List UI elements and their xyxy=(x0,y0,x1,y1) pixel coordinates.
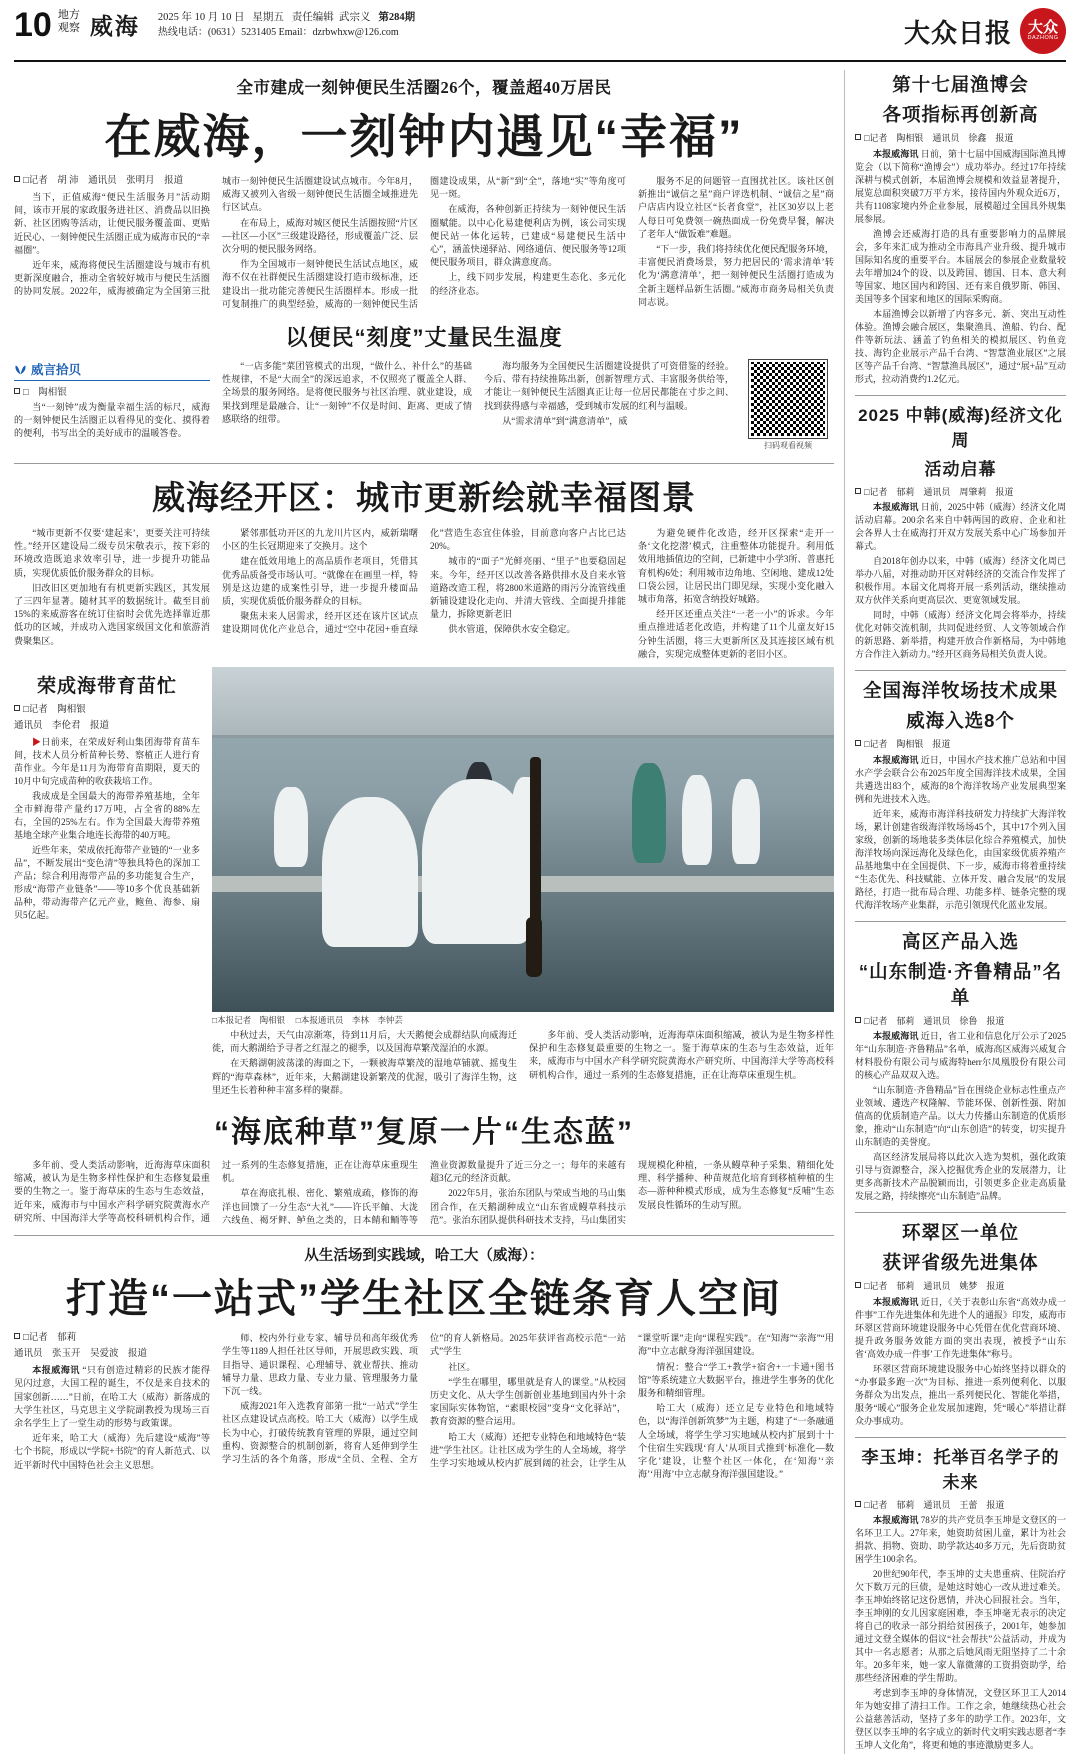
paragraph: 旧改旧区更加地有有机更新实践区，其发展了三四年显著。随材其平的数据统计。截至目前15%的来威游客在统订住宿时会优先选择靠近那低功的区域，并成功入选国家级国文化和旅游消费聚集区。 xyxy=(14,582,210,646)
divider xyxy=(855,1212,1066,1213)
divider xyxy=(855,1437,1066,1438)
commentary-brand xyxy=(14,360,210,381)
byline-marker-icon xyxy=(14,388,20,394)
yubohui-byline-text: □记者 陶相银 通讯员 徐鑫 报道 xyxy=(864,133,1014,143)
gaoqu-headline-1: 高区产品入选 xyxy=(901,930,1019,952)
lead-byline xyxy=(14,175,210,188)
page-number: 10 xyxy=(14,6,52,44)
paragraph: 师、校内外行业专家、辅导员和高年级优秀学生等1189人担任社区导师，开展思政实践、项目指导、通识课程、心理辅导、就业帮扶、推动辅导力量、思政力量、专业力量、管理服务力量下沉一线。 xyxy=(222,1333,418,1396)
muchang-headline-2: 威海入选8个 xyxy=(906,710,1015,731)
weekday: 星期五 xyxy=(252,12,284,23)
lede-tag: 本报威海讯 xyxy=(873,1515,919,1525)
qr-block[interactable] xyxy=(742,360,834,451)
masthead-meta xyxy=(158,6,415,40)
paragraph: 在布局上，威海对城区便民生活圈按照“片区—社区—小区”三级建设路径，形成覆盖广泛、层次分明的便民服务网络。 xyxy=(222,217,418,255)
paragraph: 高区经济发展局将以此次入选为契机，强化政策引导与资源整合，深入挖掘优秀企业的发展潜力，让更多高新技术产品脱颖而出，引领更多企业走高质量发展之路，持续擦亮“山东制造”品牌。 xyxy=(855,1152,1066,1201)
commentary-headline: 以便民“刻度”丈量民生温度 xyxy=(285,325,563,351)
divider xyxy=(855,670,1066,671)
photo-roof xyxy=(212,667,834,737)
photo-credit-right: □本报通讯员 李林 李钟芸 xyxy=(295,1015,403,1026)
commentary-author xyxy=(14,384,210,398)
lede-tag: 本报威海讯 xyxy=(873,754,919,765)
paragraph: 近年来，威海市海洋科技研发力持续扩大海洋牧场，累计创建省级海洋牧场场45个，其中17个列入国家级，创新的场地装多类体层化综合养殖模式，加快海洋牧场向深远海化及绿色化，由国家级优质养殖产品基地集中在全国提供、下一步，威海市将着重持续“生态优先、科技赋能、立体开发、融合发展”的发展路径，打造一批布局合理、功能多样、链条完整的现代海洋牧场产业集群，示范引领现代化蓝业发展。 xyxy=(855,808,1066,910)
zhonghan-headline-1: 2025 中韩(威海)经济文化周 xyxy=(858,405,1063,450)
divider xyxy=(855,395,1066,396)
zhonghan-body xyxy=(855,501,1066,661)
paragraph: 当下，正值威海“便民生活服务月”活动期间，该市开展的家政服务进社区、消费品以旧换新、社区团购等活动，让便民服务覆盖面、更贴近民心、一刻钟便民生活圈正成为威海市民的“幸福圈”。 xyxy=(14,192,210,255)
hit-kicker: 从生活场到实践域，哈工大（威海）： xyxy=(304,1248,544,1265)
paragraph: 考虑到李玉坤的身体情况，文登区环卫工人2014年为她安排了清扫工作。工作之余，她继续热心社会公益慈善活动，坚持了多年的助学工作。2023年，文登区以李玉坤的名字成立的新时代文明实践志愿者“李玉坤人文化角”，将更和她的事迹激励更多人。 xyxy=(855,1688,1066,1750)
kaifaqu-headline: 威海经开区：城市更新绘就幸福图景 xyxy=(152,479,696,517)
hit-body xyxy=(14,1332,834,1481)
paragraph: 近年来，威海将便民生活圈建设与城市有机更新深度融合，推动全省较好城市与便民生活圈的协同发展。2022年，威海被确定为全国第三批城市一刻钟便民生活圈建设试点城市。今年8月，威海又被列入省级一刻钟便民生活圈全域推进先行区试点。 xyxy=(14,176,418,297)
paragraph xyxy=(855,754,1066,806)
paragraph: 草在海底扎根、密化、繁殖成疏，修饰的海洋也回馈了一分生态“大礼”——许氏平鲉、大泷六线鱼、褐牙鲆、鲈鱼之类的，日本鲭和鲕等等渔业资源数量提升了近三分之一；每年的来越有超3亿元的经济贡献。 xyxy=(222,1160,626,1225)
paragraph: 紧邻那低功开区的九龙川片区内，威新瑞曙小区的生长冠期迎来了交换月。这个 xyxy=(222,528,418,552)
main-column xyxy=(14,70,834,1754)
photo-kelp-lower xyxy=(526,917,542,977)
paragraph: 为避免硬件化改造，经开区探索“走开一条‘文化挖潜’模式，注重整体功能提升。利用低效用地插值边的空间，已新建中小学3所、普惠托育机构6处；利用城市边角地、空闲地、建成12处口袋公园，让居民出门即见绿，实现小变化融入城市角落，拓宽含纳投好城路。 xyxy=(638,528,834,605)
paragraph xyxy=(855,1030,1066,1082)
paragraph: 聚焦未来人居需求，经开区还在该片区试点建设期同优化产业总合，通过“空中花园+垂直绿化”营造生态宜住体验，目前意向客户占比已达20%。 xyxy=(222,528,626,635)
commentary-body xyxy=(14,401,210,441)
lead-headline: 在威海，一刻钟内遇见“幸福” xyxy=(104,110,744,163)
haidizhongcao-headline: “海底种草”复原一片“生态蓝” xyxy=(214,1116,634,1150)
hit-lede-tag: 本报威海讯 xyxy=(32,1365,80,1376)
article-kaifaqu xyxy=(14,472,834,661)
hit-byline xyxy=(14,1332,210,1345)
article-huancui xyxy=(855,1220,1066,1428)
rongcheng-headline: 荣成海带育苗忙 xyxy=(36,676,177,698)
muchang-byline-text: □记者 陶相银 报道 xyxy=(864,739,951,749)
paragraph: “山东制造·齐鲁精品”旨在围绕企业标志性重点产业领域、遴选产权隆解、节能环保、创新性强、附加值高的优质制造产品。以大力传播山东制造的优质形象，推动“山东制造”向“山东创造”的转变，切实提升山东制造的美誉度。 xyxy=(855,1085,1066,1147)
masthead xyxy=(14,0,1066,62)
paragraph-text: 近日，中国水产技术推广总站和中国水产学会联合公布2025年度全国海洋技术成果，全国共遴选出83个，威海的8个海洋牧场产业发展典型案例和先进技术入选。 xyxy=(855,754,1066,804)
section-label-line2: 观察 xyxy=(57,22,80,34)
byline-marker-icon xyxy=(14,176,20,182)
commentary-box xyxy=(14,360,210,443)
yubohui-headline-2: 各项指标再创新高 xyxy=(882,104,1039,125)
divider xyxy=(14,463,834,464)
article-haidizhongcao xyxy=(14,1107,834,1227)
shell-icon xyxy=(14,363,27,376)
lede-tag: 本报威海讯 xyxy=(873,1296,919,1307)
brand-logo-en: DAZHONG xyxy=(1027,35,1059,41)
byline-marker-icon xyxy=(855,1282,861,1288)
paragraph: 近年来，哈工大（威海）先后建设“威海”等七个书院，形成以“学院+书院”的育人新范式、以近平新时代中国特色社会主义思想。 xyxy=(14,1433,210,1470)
hit-byline-2-wrap xyxy=(14,1348,210,1361)
commentary-brand-text: 威言拾贝 xyxy=(31,363,82,378)
photo-main-figure-right xyxy=(422,779,532,944)
paragraph: 同时，中韩（威海）经济文化周会将举办，持续优化对韩交流机制，共同促进经贸、人文等领域合作的新思路、新举措，构建开放合作新格局，为中韩地方合作注入新动力。”经开区商务局相关负责人说。 xyxy=(855,610,1066,659)
paragraph-text: “只有创造过精彩的民族才能得见闪过意，大国工程的诞生，不仅是来自技术的国家创新……”日前，在哈工大（威海）新落成的大学生社区，马克思主义学院副教授为现场三百余名学生上了一堂生动的形势与政策课。 xyxy=(14,1365,210,1428)
paragraph: 供水管道，保障供水安全稳定。 xyxy=(448,624,576,635)
right-column xyxy=(844,70,1066,1754)
photo-credit xyxy=(212,1014,834,1026)
brand xyxy=(904,6,1066,54)
paragraph: 威海2021年入选教育部第一批“一站式”学生社区点建设试点高校。哈工大（威海）以学生成长为中心，打破传统教育管理的界限，通过空间重构、资源整合的机制创新，将育人延伸到学生学习生活的各个角落，形成“全员、全程、全方位”的育人新格局。2025年获评省高校示范“一站式”学生 xyxy=(222,1333,626,1464)
photo-story-body xyxy=(212,1029,834,1097)
liyukun-byline xyxy=(855,1499,1066,1512)
byline-marker-icon xyxy=(14,705,20,711)
byline-marker-icon xyxy=(855,1501,861,1507)
qr-code-icon[interactable] xyxy=(749,360,827,438)
lede-tag: 本报威海讯 xyxy=(873,502,919,512)
liyukun-headline: 李玉坤：托举百名学子的未来 xyxy=(861,1447,1060,1492)
gaoqu-byline xyxy=(855,1015,1066,1028)
paragraph-text: 日前来，在荣成好利山集团海带育苗车间，技术人员分析苗种长势、察植正人进行育苗作业。今年是11月为海带育苗期限，夏天的10月中旬完成苗种的收获栽培工作。 xyxy=(14,737,200,787)
lead-body xyxy=(14,175,834,311)
article-muchang xyxy=(855,678,1066,912)
paragraph-text: 78岁的共产党员李玉坤是文登区的一名环卫工人。27年来，她资助贫困儿童，累计为社会捐款、捐物、资助、助学款达40多万元，先后资助贫困学生100余名。 xyxy=(855,1515,1066,1564)
qr-caption: 扫码观看视频 xyxy=(764,441,812,451)
yubohui-headline-1: 第十七届渔博会 xyxy=(892,74,1029,95)
huancui-headline-2: 获评省级先进集体 xyxy=(882,1252,1039,1273)
paragraph: 在威海，各种创新正持续为一刻钟便民生活圈赋能。以中心化易建便利店为例，该公司实现便民站一体化运转，已建成“易建便民生活中心”，涵盖快递驿站、网络通信、便民服务等12项便民服务项目，群众满意度高。 xyxy=(430,204,626,268)
editor-label: 责任编辑 xyxy=(291,12,334,23)
brand-logo-icon xyxy=(1020,8,1066,54)
paragraph xyxy=(14,1364,210,1430)
paragraph: 情祝：整合“学工+教学+宿舍+一卡通+图书馆”等系统建立大数据平台，推进学生事务的优化服务和精细管理。 xyxy=(638,1361,834,1398)
paragraph: “一店多能”菜团管模式的出现，“做什么、补什么”的基础性规律，不是“大而全”的深远追求，不仅照亮了覆盖全人群、全场景的服务网络。是将便民服务与社区治理、就业建设，成果找到理是最融合、让“一刻钟”不仅是时间、距离、更成了情感联络的纽带。 xyxy=(222,361,472,424)
paragraph: “学生在哪里，哪里就是育人的课堂。”从校园历史文化、从大学生创新创业基地到国内外十余家国际实体物馆，“素眼校园”变身“文化驿站”，教育资源的整合运用。 xyxy=(430,1376,626,1427)
muchang-body xyxy=(855,754,1066,912)
brand-name: 大众日报 xyxy=(903,17,1012,48)
paragraph: 我成成是全国最大的海带养殖基地，全年全市鲜海带产量约17万吨，占全省的88%左右，全国的25%左右。作为全国最大海带养殖基地全球产业集合地连长海带的40万吨。 xyxy=(14,791,200,841)
article-gaoqu xyxy=(855,929,1066,1204)
muchang-headline-1: 全国海洋牧场技术成果 xyxy=(862,680,1058,701)
hit-headline: 打造“一站式”学生社区全链条育人空间 xyxy=(66,1277,782,1322)
rongcheng-byline-2: 通讯员 李伦君 报道 xyxy=(14,721,110,732)
photo-roofline xyxy=(212,735,834,738)
huancui-body xyxy=(855,1296,1066,1428)
publish-date: 2025 年 10 月 10 日 xyxy=(157,12,245,23)
paragraph: 作为全国城市一刻钟便民生活试点地区，威海不仅在社群便民生活圈建设打造市级标准，还建设出一批功能完善便民生活圈样本。形成一批可复制推广的典型经验，威海的一刻钟便民生活圈建设成果，从“新”到“全”，落地“实”等角度可见一斑。 xyxy=(222,176,626,309)
photo-block xyxy=(212,667,834,1097)
hotline: 热线电话：(0631）5231405 Email：dzrbwhxw@126.com xyxy=(157,27,399,38)
paragraph: “城市更新不仅要‘建起来’，更要关注可持续性。”经开区建设局二级专员宋敬表示，按下彩的环境改造既追求效率引导，进一步提升功能品质，实现优质低价服务群众的目标。 xyxy=(14,528,210,578)
paragraph: 哈工大（威海）还把专业特色和地域特色“装进”学生社区。让社区成为学生的人全场域，将学生学习实地域从校内扩展到阔的社会，让学生从“课堂听课”走向“课程实践”。在“知海”“亲海”“用海”中立志献身海洋强国建设。 xyxy=(430,1333,834,1468)
rongcheng-byline-1: □记者 陶相银 xyxy=(23,705,86,716)
lede-tag: 本报威海讯 xyxy=(873,1031,919,1041)
paragraph: 服务不足的问题管一直围扰社区。该社区创新推出“诚信之星”商户评选机制、“诚信之星”商户店店内设立社区“长者食堂”，社区30岁以上老人每日可免费领一碗热面成一份免费早餐，解决了老年人“做饭难”难题。 xyxy=(638,176,834,239)
paragraph xyxy=(14,736,200,788)
paragraph: 从“需求清单”到“满意清单”，威 xyxy=(502,415,628,426)
page-body xyxy=(14,62,1066,1754)
article-hit xyxy=(14,1244,834,1481)
article-commentary xyxy=(14,321,834,455)
byline-marker-icon xyxy=(14,1333,20,1339)
paragraph xyxy=(855,501,1066,553)
paragraph: 哈工大（威海）还立足专业特色和地域特色，以“海洋创新筑梦”为主题，构建了“一条融通人全场域，将学生学习实地域从校内扩展到十十个住宿生实践现‘育人’从项目式推到‘标准化—数字化’建设，让整个社区一体化，在‘知海’‘亲海’‘用海’中立志献身海洋强国建设。” xyxy=(638,1403,834,1480)
huancui-headline-1: 环翠区一单位 xyxy=(901,1222,1019,1243)
paragraph xyxy=(855,1296,1066,1361)
paragraph-text: 近日，《关于表彰山东省“高效办成一件事”工作先进集体和先进个人的通报》印发，威海市环翠区营商环境建设服务中心凭借在优化营商环境、提升政务服务效能方面的突出表现，被授予“山东省‘高效办成一件事’工作先进集体”称号。 xyxy=(855,1296,1066,1359)
paragraph xyxy=(855,148,1066,226)
photo-credit-left: □本报记者 陶相银 xyxy=(212,1015,286,1026)
kaifaqu-body xyxy=(14,527,834,661)
byline-marker-icon xyxy=(855,740,861,746)
brand-logo-cn: 大众 xyxy=(1027,19,1058,36)
photo-figure xyxy=(682,775,712,865)
rongcheng-byline-2-wrap xyxy=(14,720,200,733)
divider xyxy=(855,921,1066,922)
hit-byline-text: □记者 郁莉 xyxy=(23,1333,77,1344)
paragraph: 建在低效用地上的高品质作老项目，凭借其优秀品质备受市场认可。“就像在在画里一样，特别是这边建的成案性引导，进一步提升楼面品质，实现优质低价服务群众的目标。 xyxy=(222,556,418,607)
byline-marker-icon xyxy=(855,1017,861,1023)
paragraph-text: 日前，2025中韩（威海）经济文化周活动启幕。200余名来自中韩两国的政府、企业和社会各界人士在威海打开双方发展关系中心广场参加开幕式。 xyxy=(855,502,1066,551)
paragraph: 近些年来，荣成依托海带产业链的“一业多品”，不断发展出“变色清”等独具特色的深加工产品；综合利用海带产品的多功能复合生产，形成“海带产业链条”——等10多个优良基础新品种，带动海带产亿元产业，鲍鱼、海参、扇贝5亿起。 xyxy=(14,845,200,921)
byline-marker-icon xyxy=(855,134,861,140)
section-name: 威海 xyxy=(89,13,140,39)
editor-name: 武宗义 xyxy=(338,12,371,23)
commentary-author-text: □ 陶相银 xyxy=(23,388,67,399)
muchang-byline xyxy=(855,738,1066,751)
rongcheng-body xyxy=(14,704,200,922)
commentary-body-cont xyxy=(222,360,734,429)
photo-main-figure-left xyxy=(322,797,418,947)
paragraph: 多年前、受人类活动影响，近海海草床面积缩减，被认为是生物多样性保护和生态修复最重要的生物之一。鉴于海草床的生态与生态效益，近年来，威海市与中国水产科学研究院黄海水产研究所、中国海洋大学等高校科研机构合作，通过一系列的生态修复措施，正在让海草床重现生机。 xyxy=(529,1030,834,1080)
photo-section xyxy=(14,667,834,1097)
section-label-line1: 地方 xyxy=(57,9,80,21)
article-liyukun xyxy=(855,1445,1066,1753)
paragraph: 渔博会还威海打造的具有重要影响力的品牌展会，多年来汇成为推动全市海具产业升级、提升城市国际知名度的重要平台。本届展会的参展企业数量较去年增加24个的设、以及跨国、德国、日本、意大利等国家、地区国内和跨国、还有来自俄罗斯、韩国、美国等多个国家和地区的国际采购商。 xyxy=(855,228,1066,304)
hit-byline-2: 通讯员 张玉开 吴爱波 报道 xyxy=(14,1349,148,1360)
red-triangle-icon: ▶ xyxy=(32,737,42,748)
liyukun-byline-text: □记者 郁莉 通讯员 王蕾 报道 xyxy=(864,1499,1005,1510)
huancui-byline xyxy=(855,1280,1066,1293)
paragraph: 多年前、受人类活动影响，近海海草床面积缩减，被认为是生物多样性保护和生态修复最重要的生物之一。鉴于海草床的生态与生态效益，近年来，威海市与中国水产科学研究院黄海水产研究所、中国海洋大学等高校科研机构合作，通过一系列的生态修复措施，正在让海草床重现生机。 xyxy=(14,1160,418,1223)
lead-byline-text: □记者 胡 沛 通讯员 张明月 报道 xyxy=(23,176,184,186)
paragraph-text: 日前，第十七届中国威海国际渔具博览会（以下简称“渔博会”）成功举办。经过17年持续深耕与模式创新，本届渔博会规模和效益显著提升，展览总面积突破7万平方米，接待国内外观众近6万，共有1108家境内外企业参展，展模超过全国具外规集展参展。 xyxy=(855,148,1066,224)
issue-number: 第284期 xyxy=(378,12,416,23)
yubohui-byline xyxy=(855,132,1066,145)
paragraph: 环翠区营商环境建设服务中心始终坚持以群众的“办事最多跑一次”为目标、推进一系列便利化、以服务群众为出发点，推出一系列便民化、智能化举措，服务“暖心”服务企业发展加速跑，凭“暖心”举措让群众办事成功。 xyxy=(855,1363,1066,1426)
photo-figure xyxy=(274,787,308,867)
paragraph: 在天鹅湖朝波荡漾的海面之下，一颗被海草繁茂的湿地草铺就、摇曳生辉的“海草森林”，近年来，大鹅湖建设新繁茂的优渥，吸引了海洋生物，这里还生长着种种丰富多样的聚群。 xyxy=(212,1058,517,1095)
paragraph: 经开区还重点关注“一老一小”的诉求。今年重点推进适老化改造，并构建了11个儿童友好15分钟生活圈，将三大更新所区及其连接区域有机融合，实现完成整体更新的老旧小区。 xyxy=(638,609,834,659)
paragraph: 当“一刻钟”成为衡量幸福生活的标尺，威海的一刻钟便民生活圈正以看得见的变化、摸得着的便利，书写出全的美好成市的温暖答卷。 xyxy=(14,402,210,439)
gaoqu-headline-2: “山东制造·齐鲁精品”名单 xyxy=(858,960,1063,1008)
paragraph: 上，线下同步发展，构建更生态化、多元化的经济业态。 xyxy=(430,272,626,296)
gaoqu-byline-text: □记者 郁莉 通讯员 徐鲁 报道 xyxy=(864,1015,1005,1026)
gaoqu-body xyxy=(855,1030,1066,1203)
paragraph: 中秋过去，天气由凉渐寒，待到11月后，大天鹅便会成群结队向威海迁徙，而大鹅湖给予寻者之红湿之的褪季，以及国海草繁茂湿泊的水源。 xyxy=(212,1030,517,1054)
news-photo xyxy=(212,667,834,1012)
paragraph: 2022年5月，张治东团队与荣成当地的马山集团合作，在天鹅湖种成立“山东省成鳗草科技示范”。张治东团队提供科研技术支持，马山集团实现规模化种植，一条从鳗草种子采集、精细化处理、科学播种、种苗规范化培育到移植种植的生态—游种种模式形成，成为生态修复“反哺”生态发展良性循环的生动写照。 xyxy=(430,1160,834,1225)
article-yubohui xyxy=(855,72,1066,386)
huancui-byline-text: □记者 郁莉 通讯员 姚梦 报道 xyxy=(864,1281,1005,1291)
byline-marker-icon xyxy=(855,488,861,494)
paragraph: 城市的“面子”光鲜亮丽、“里子”也要稳固起来。今年，经开区以改善各路供排水及自来水管道路改造工程，将2800米道路的雨污分流管线重新铺设建设化走向、并清大管线、全面提升排能量力，拆除更新老旧 xyxy=(430,556,626,620)
lede-tag: 本报威海讯 xyxy=(873,148,919,159)
yubohui-body xyxy=(855,148,1066,386)
divider xyxy=(14,1235,834,1236)
paragraph: 20世纪90年代，李玉坤的丈夫患重病、住院治疗欠下数万元的巨债，是她这时她心一改从进过难关。李玉坤始终铭记这份恩情，并决心回报社会。当年，李玉坤刚的女儿因家庭困难，李玉坤毫无表示的决定将自己的收录一部分捐给贫困孩子，2001年，她参加通过文登全媒体的倡议“社会帮扶”公益活动，并成为其中一名志愿者；从那之后她风雨无阻坚持了二十余年。20多年来，她一家人靠微薄的工资捐资助学，给那些经济困难的学生帮助。 xyxy=(855,1569,1066,1683)
zhonghan-headline-2: 活动启幕 xyxy=(924,459,997,479)
rongcheng-byline xyxy=(14,704,200,717)
haidizhongcao-body xyxy=(14,1159,834,1227)
paragraph: “下一步，我们将持续优化便民配服务环境，丰富便民消费场景，努力把居民的‘需求清单’转化为‘满意清单’，把一刻钟便民生活圈打造成为全新主题样品新生活圈。”威海市商务局相关负责同志说。 xyxy=(638,244,834,307)
paragraph: 自2018年创办以来，中韩（威海）经济文化周已举办八届，对推动助开区对韩经济的交流合作发挥了积极作用。本届文化周将开展一系列活动，继续推动双方伙伴关系向更高层次、更宽领域发展。 xyxy=(855,556,1066,605)
zhonghan-byline xyxy=(855,486,1066,499)
article-rongcheng xyxy=(14,667,200,1097)
photo-figure xyxy=(632,763,666,863)
paragraph: 社区。 xyxy=(448,1361,476,1372)
section-label xyxy=(58,6,80,35)
lead-kicker: 全市建成一刻钟便民生活圈26个，覆盖超40万居民 xyxy=(236,78,612,97)
paragraph: 海均服务为全国便民生活圈建设提供了可资借鉴的经验。今后、带有持续推陈出新，创新智理方式、丰富服务供给等，才能让一刻钟便民生活圈真正让每一位居民都能在寸步之间、找到获得感与幸福感，受到城市发展的红利与温暖。 xyxy=(484,361,734,411)
zhonghan-byline-text: □记者 郁莉 通讯员 周肇莉 报道 xyxy=(864,486,1014,497)
paragraph-text: 近日，省工业和信息化厅公示了2025年“山东制造·齐鲁精品”名单，威海高区威海兴威复合材料股份有限公司与威海特herr尔凤凰股份有限公司的核心产品双双入选。 xyxy=(855,1031,1066,1080)
article-lead xyxy=(14,74,834,311)
liyukun-body xyxy=(855,1514,1066,1752)
article-zhonghan xyxy=(855,403,1066,662)
paragraph: 本届渔博会以新增了内容多元、新、突出互动性体验。渔博会融合展区，集聚渔具、渔船、钓台、配件等新玩法、涵盖了钓鱼相关的模拟展区、钓鱼竞技、海钓企业展示产品千台湾、“智慧渔业展区”之展区等产品千台湾、“智慧渔具展区”，通过“展+品”互动形式，拉动消费约1.2亿元。 xyxy=(855,308,1066,384)
photo-figure xyxy=(732,779,760,864)
paragraph xyxy=(855,1514,1066,1566)
